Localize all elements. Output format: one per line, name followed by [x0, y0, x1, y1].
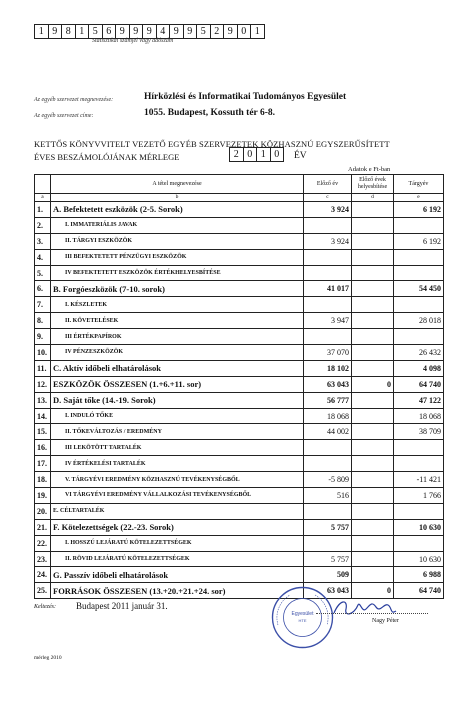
header-item: A tétel megnevezése: [51, 175, 304, 194]
row-label: II. RÖVID LEJÁRATÚ KÖTELEZETTSÉGEK: [51, 551, 304, 567]
row-number: 3.: [35, 233, 51, 249]
row-current-year: 6 192: [394, 202, 444, 218]
svg-text:HTE: HTE: [298, 618, 307, 623]
row-prev-year: [304, 265, 352, 281]
row-adjustment: [352, 217, 394, 233]
table-letter-row: [35, 194, 444, 202]
row-number: 10.: [35, 345, 51, 361]
row-prev-year: [304, 440, 352, 456]
table-row: [35, 567, 444, 583]
table-row: [35, 424, 444, 440]
row-label: FORRÁSOK ÖSSZESEN (13.+20.+21.+24. sor): [51, 583, 304, 599]
row-current-year: 54 450: [394, 281, 444, 297]
table-row: [35, 313, 444, 329]
header-adj: Előző évek helyesbítése: [352, 175, 394, 194]
year-digit: 2: [230, 148, 244, 161]
row-adjustment: [352, 503, 394, 519]
row-prev-year: [304, 456, 352, 472]
organization-stamp-icon: [270, 585, 335, 650]
row-current-year: [394, 217, 444, 233]
row-number: 19.: [35, 488, 51, 504]
row-number: 9.: [35, 329, 51, 345]
header-no: [35, 175, 51, 194]
row-adjustment: [352, 281, 394, 297]
row-prev-year: [304, 217, 352, 233]
stat-id-digit: 9: [184, 25, 198, 38]
row-prev-year: 509: [304, 567, 352, 583]
row-current-year: 28 018: [394, 313, 444, 329]
row-adjustment: [352, 472, 394, 488]
letter-a: a: [35, 194, 51, 202]
row-prev-year: 63 043: [304, 376, 352, 392]
date-value: Budapest 2011 január 31.: [76, 601, 168, 611]
row-label: I. INDULÓ TŐKE: [51, 408, 304, 424]
row-number: 2.: [35, 217, 51, 233]
row-label: VI TÁRGYÉVI EREDMÉNY VÁLLALKOZÁSI TEVÉKENYSÉGBŐL: [51, 488, 304, 504]
form-code: mérleg 2010: [34, 655, 62, 661]
row-number: 16.: [35, 440, 51, 456]
table-row: [35, 503, 444, 519]
table-header-row: [35, 175, 444, 194]
row-prev-year: [304, 535, 352, 551]
row-adjustment: [352, 551, 394, 567]
row-adjustment: [352, 313, 394, 329]
row-current-year: 6 988: [394, 567, 444, 583]
row-adjustment: 0: [352, 376, 394, 392]
row-number: 8.: [35, 313, 51, 329]
row-number: 14.: [35, 408, 51, 424]
row-prev-year: 3 924: [304, 233, 352, 249]
row-prev-year: [304, 503, 352, 519]
document-title-line2: ÉVES BESZÁMOLÓJÁNAK MÉRLEGE: [34, 152, 180, 162]
row-number: 24.: [35, 567, 51, 583]
year-boxes: [229, 147, 284, 162]
row-current-year: 4 098: [394, 360, 444, 376]
row-number: 7.: [35, 297, 51, 313]
row-prev-year: -5 809: [304, 472, 352, 488]
row-label: D. Saját tőke (14.-19. Sorok): [51, 392, 304, 408]
row-label: II. KÖVETELÉSEK: [51, 313, 304, 329]
table-row: [35, 360, 444, 376]
row-number: 25.: [35, 583, 51, 599]
row-number: 12.: [35, 376, 51, 392]
header-cur: Tárgyév: [394, 175, 444, 194]
row-adjustment: [352, 202, 394, 218]
stat-id-digit: 0: [238, 25, 252, 38]
row-number: 13.: [35, 392, 51, 408]
row-adjustment: [352, 345, 394, 361]
row-current-year: [394, 329, 444, 345]
row-current-year: [394, 297, 444, 313]
table-row: [35, 297, 444, 313]
row-adjustment: [352, 424, 394, 440]
row-label: E. CÉLTARTALÉK: [51, 503, 304, 519]
stat-id-digit: 6: [103, 25, 117, 38]
row-label: I. KÉSZLETEK: [51, 297, 304, 313]
row-current-year: [394, 265, 444, 281]
row-label: III BEFEKTETETT PÉNZÜGYI ESZKÖZÖK: [51, 249, 304, 265]
row-prev-year: 516: [304, 488, 352, 504]
row-adjustment: [352, 535, 394, 551]
table-row: [35, 551, 444, 567]
row-prev-year: 37 070: [304, 345, 352, 361]
row-adjustment: [352, 519, 394, 535]
table-row: [35, 329, 444, 345]
row-prev-year: 3 947: [304, 313, 352, 329]
row-label: III LEKÖTÖTT TARTALÉK: [51, 440, 304, 456]
row-adjustment: [352, 297, 394, 313]
table-row: [35, 488, 444, 504]
row-prev-year: 5 757: [304, 551, 352, 567]
row-number: 21.: [35, 519, 51, 535]
row-adjustment: [352, 456, 394, 472]
row-current-year: 47 122: [394, 392, 444, 408]
svg-text:Egyesület: Egyesület: [291, 611, 314, 617]
table-row: [35, 408, 444, 424]
row-current-year: 6 192: [394, 233, 444, 249]
row-prev-year: [304, 249, 352, 265]
stat-id-digit: 9: [116, 25, 130, 38]
stat-id-digit: 9: [170, 25, 184, 38]
row-current-year: 1 766: [394, 488, 444, 504]
row-label: B. Forgóeszközök (7-10. sorok): [51, 281, 304, 297]
org-name: Hírközlési és Informatikai Tudományos Egyesület: [144, 92, 347, 102]
table-row: [35, 265, 444, 281]
document-title-line1: KETTŐS KÖNYVVITELT VEZETŐ EGYÉB SZERVEZETEK KÖZHASZNÚ EGYSZERŰSÍTETT: [34, 139, 390, 149]
table-row: [35, 376, 444, 392]
row-number: 18.: [35, 472, 51, 488]
row-prev-year: 18 102: [304, 360, 352, 376]
row-label: G. Passzív időbeli elhatárolások: [51, 567, 304, 583]
stat-id-digit: 2: [211, 25, 225, 38]
stat-id-digit: 4: [157, 25, 171, 38]
row-prev-year: 5 757: [304, 519, 352, 535]
stat-id-digit: 8: [62, 25, 76, 38]
row-label: IV BEFEKTETETT ESZKÖZÖK ÉRTÉKHELYESBÍTÉSE: [51, 265, 304, 281]
stat-id-digit: 5: [89, 25, 103, 38]
row-adjustment: 0: [352, 583, 394, 599]
year-suffix: ÉV: [294, 151, 307, 161]
row-current-year: 18 068: [394, 408, 444, 424]
row-adjustment: [352, 265, 394, 281]
table-row: [35, 233, 444, 249]
row-adjustment: [352, 488, 394, 504]
row-label: IV PÉNZESZKÖZÖK: [51, 345, 304, 361]
row-adjustment: [352, 392, 394, 408]
row-prev-year: 63 043: [304, 583, 352, 599]
row-label: IV ÉRTÉKELÉSI TARTALÉK: [51, 456, 304, 472]
row-label: I. HOSSZÚ LEJÁRATÚ KÖTELEZETTSÉGEK: [51, 535, 304, 551]
row-prev-year: 41 017: [304, 281, 352, 297]
row-adjustment: [352, 408, 394, 424]
row-number: 22.: [35, 535, 51, 551]
row-current-year: 64 740: [394, 583, 444, 599]
table-row: [35, 217, 444, 233]
row-prev-year: 18 068: [304, 408, 352, 424]
org-name-label: Az egyéb szervezet megnevezése:: [34, 97, 114, 103]
row-number: 5.: [35, 265, 51, 281]
stat-id-digit: 9: [224, 25, 238, 38]
row-current-year: [394, 456, 444, 472]
row-prev-year: 3 924: [304, 202, 352, 218]
unit-note: Adatok e Ft-ban: [348, 166, 391, 173]
table-row: [35, 519, 444, 535]
table-row: [35, 472, 444, 488]
statistical-id-caption: Statisztikai számjel vagy adószám: [92, 38, 174, 44]
table-row: [35, 456, 444, 472]
table-row: [35, 345, 444, 361]
row-number: 23.: [35, 551, 51, 567]
stat-id-digit: 9: [130, 25, 144, 38]
row-current-year: [394, 535, 444, 551]
row-current-year: [394, 503, 444, 519]
row-prev-year: 56 777: [304, 392, 352, 408]
stat-id-digit: 9: [143, 25, 157, 38]
signer-name: Nagy Péter: [372, 618, 399, 624]
row-label: III ÉRTÉKPAPÍROK: [51, 329, 304, 345]
letter-b: b: [51, 194, 304, 202]
row-label: I. IMMATERIÁLIS JAVAK: [51, 217, 304, 233]
row-label: A. Befektetett eszközök (2-5. Sorok): [51, 202, 304, 218]
row-current-year: 10 630: [394, 551, 444, 567]
row-label: V. TÁRGYÉVI EREDMÉNY KÖZHASZNÚ TEVÉKENYSÉGBŐL: [51, 472, 304, 488]
row-adjustment: [352, 567, 394, 583]
row-label: ESZKÖZÖK ÖSSZESEN (1.+6.+11. sor): [51, 376, 304, 392]
row-label: II. TÁRGYI ESZKÖZÖK: [51, 233, 304, 249]
signature-line: [316, 613, 428, 614]
org-address: 1055. Budapest, Kossuth tér 6-8.: [144, 108, 275, 118]
row-label: C. Aktív időbeli elhatárolások: [51, 360, 304, 376]
row-current-year: [394, 440, 444, 456]
row-number: 4.: [35, 249, 51, 265]
org-address-label: Az egyéb szervezet címe:: [34, 113, 94, 119]
letter-c: c: [304, 194, 352, 202]
row-adjustment: [352, 440, 394, 456]
row-number: 20.: [35, 503, 51, 519]
row-label: F. Kötelezettségek (22.-23. Sorok): [51, 519, 304, 535]
table-row: [35, 249, 444, 265]
stat-id-digit: 5: [197, 25, 211, 38]
row-prev-year: 44 002: [304, 424, 352, 440]
stat-id-digit: 1: [254, 26, 260, 37]
year-digit: 0: [244, 148, 258, 161]
row-current-year: 38 709: [394, 424, 444, 440]
row-current-year: [394, 249, 444, 265]
stat-id-digit: 1: [76, 25, 90, 38]
row-current-year: 64 740: [394, 376, 444, 392]
row-current-year: 26 432: [394, 345, 444, 361]
row-prev-year: [304, 329, 352, 345]
row-number: 6.: [35, 281, 51, 297]
letter-d: d: [352, 194, 394, 202]
row-number: 15.: [35, 424, 51, 440]
row-number: 1.: [35, 202, 51, 218]
row-adjustment: [352, 249, 394, 265]
table-row: [35, 440, 444, 456]
row-adjustment: [352, 233, 394, 249]
stat-id-digit: 1: [35, 25, 49, 38]
row-number: 11.: [35, 360, 51, 376]
table-row: [35, 392, 444, 408]
header-prev: Előző év: [304, 175, 352, 194]
row-number: 17.: [35, 456, 51, 472]
letter-e: e: [394, 194, 444, 202]
date-label: Keltezés:: [34, 604, 56, 610]
row-adjustment: [352, 329, 394, 345]
year-digit: 1: [257, 148, 271, 161]
row-label: II. TŐKEVÁLTOZÁS / EREDMÉNY: [51, 424, 304, 440]
row-prev-year: [304, 297, 352, 313]
stat-id-digit: 9: [49, 25, 63, 38]
row-current-year: 10 630: [394, 519, 444, 535]
statistical-id-boxes: [34, 24, 265, 39]
row-current-year: -11 421: [394, 472, 444, 488]
table-row: [35, 535, 444, 551]
balance-table: [34, 174, 444, 599]
table-row: [35, 281, 444, 297]
row-adjustment: [352, 360, 394, 376]
year-digit: 0: [274, 149, 280, 160]
table-row: [35, 202, 444, 218]
